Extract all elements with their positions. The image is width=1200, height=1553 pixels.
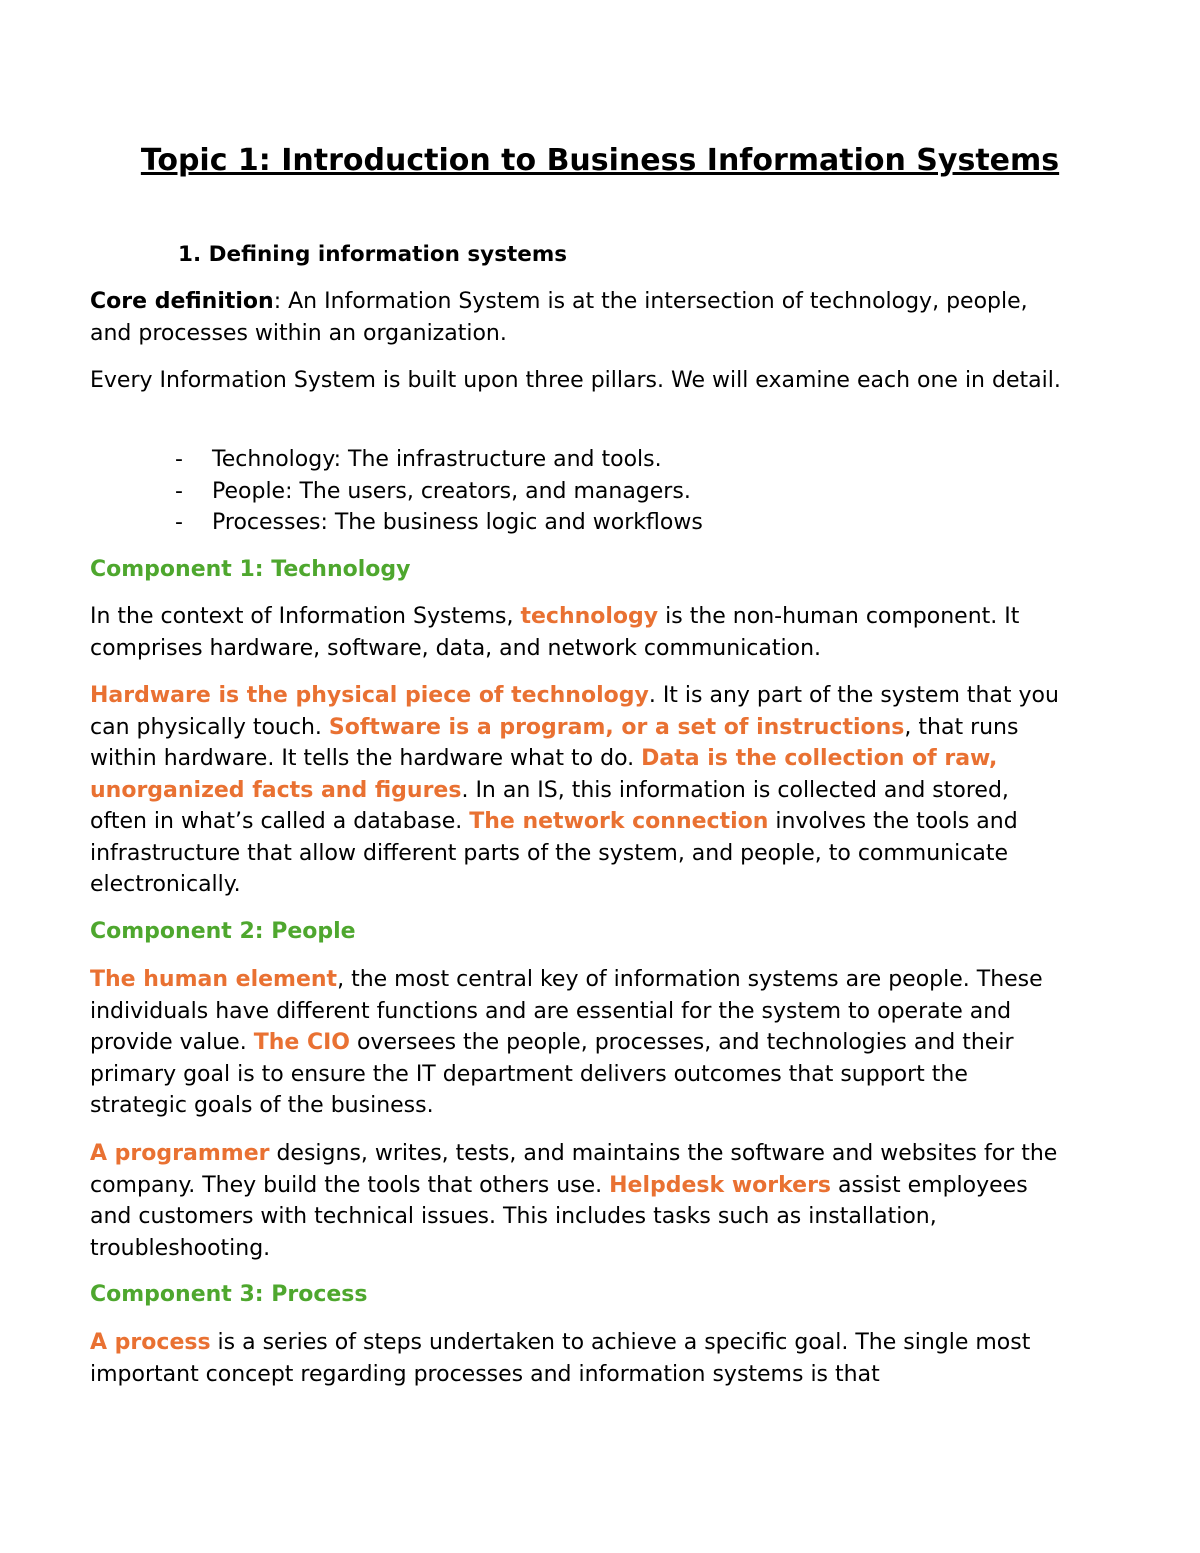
list-item-text: People: The users, creators, and managers. bbox=[212, 478, 691, 504]
list-bullet: - bbox=[175, 478, 183, 504]
core-definition-label: Core definition bbox=[90, 289, 274, 314]
highlight-term: A process bbox=[90, 1330, 211, 1355]
technology-paragraph bbox=[90, 601, 1065, 664]
process-paragraph bbox=[90, 1327, 1065, 1390]
page-title: Topic 1: Introduction to Business Information Systems bbox=[140, 143, 1060, 178]
section-number: 1. bbox=[178, 242, 202, 267]
list-item-text: Processes: The business logic and workflows bbox=[212, 510, 703, 535]
component-2-heading: Component 2: People bbox=[90, 919, 356, 944]
paragraph-text: . It is any part of the system that you can physically touch. bbox=[90, 683, 1059, 740]
list-bullet: - bbox=[175, 510, 183, 535]
highlight-term: Hardware is the physical piece of technology bbox=[90, 683, 649, 708]
core-definition-text: : An Information System is at the intersection of technology, people, and processes within an organization. bbox=[90, 289, 1028, 346]
paragraph-text: is the non-human component. It comprises hardware, software, data, and network communication. bbox=[90, 604, 1020, 661]
paragraph-text: In the context of Information Systems, bbox=[90, 604, 521, 629]
list-item bbox=[175, 476, 703, 508]
core-definition-paragraph bbox=[90, 286, 1065, 349]
paragraph-text: involves the tools and infrastructure that allow different parts of the system, and people, to communicate electronically. bbox=[90, 809, 1018, 897]
highlight-term: Data is the collection of raw, unorganized facts and figures bbox=[90, 746, 998, 803]
paragraph-text: , that runs within hardware. It tells the hardware what to do. bbox=[90, 714, 1019, 771]
paragraph-text: . In an IS, this information is collected and stored, often in what’s called a database. bbox=[90, 777, 1009, 834]
section-heading bbox=[178, 240, 567, 270]
people-paragraph bbox=[90, 964, 1065, 1122]
highlight-term: The human element bbox=[90, 967, 338, 992]
section-title: Defining information systems bbox=[208, 242, 568, 267]
paragraph-text: assist employees and customers with technical issues. This includes tasks such as installation, troubleshooting. bbox=[90, 1172, 1028, 1261]
highlight-term: Software is a program, or a set of instructions bbox=[328, 714, 905, 740]
component-3-heading: Component 3: Process bbox=[90, 1282, 368, 1307]
paragraph-text: designs, writes, tests, and maintains the software and websites for the company. They build the tools that others use. bbox=[90, 1141, 1058, 1198]
pillars-list bbox=[175, 444, 703, 539]
highlight-term: Helpdesk workers bbox=[609, 1172, 832, 1198]
paragraph-text: oversees the people, processes, and technologies and their primary goal is to ensure the IT department delivers outcomes that support the strategic goals of the business. bbox=[90, 1030, 1014, 1118]
component-1-heading: Component 1: Technology bbox=[90, 557, 411, 582]
highlight-term: A programmer bbox=[90, 1141, 270, 1166]
highlight-term: technology bbox=[520, 604, 659, 629]
list-item bbox=[175, 444, 703, 476]
list-bullet: - bbox=[175, 447, 183, 472]
roles-paragraph bbox=[90, 1138, 1065, 1264]
highlight-term: The network connection bbox=[469, 809, 769, 834]
list-item-text: Technology: The infrastructure and tools. bbox=[212, 447, 662, 472]
highlight-term: The CIO bbox=[253, 1030, 350, 1055]
list-item bbox=[175, 507, 703, 539]
hardware-software-paragraph bbox=[90, 680, 1065, 901]
paragraph-text: , the most central key of information systems are people. These individuals have different functions and are essential for the system to operate and provide value. bbox=[90, 967, 1043, 1055]
paragraph-text: is a series of steps undertaken to achieve a specific goal. The single most important concept regarding processes and information systems is that bbox=[90, 1330, 1031, 1387]
pillars-intro-paragraph: Every Information System is built upon three pillars. We will examine each one in detail. bbox=[90, 368, 1061, 393]
